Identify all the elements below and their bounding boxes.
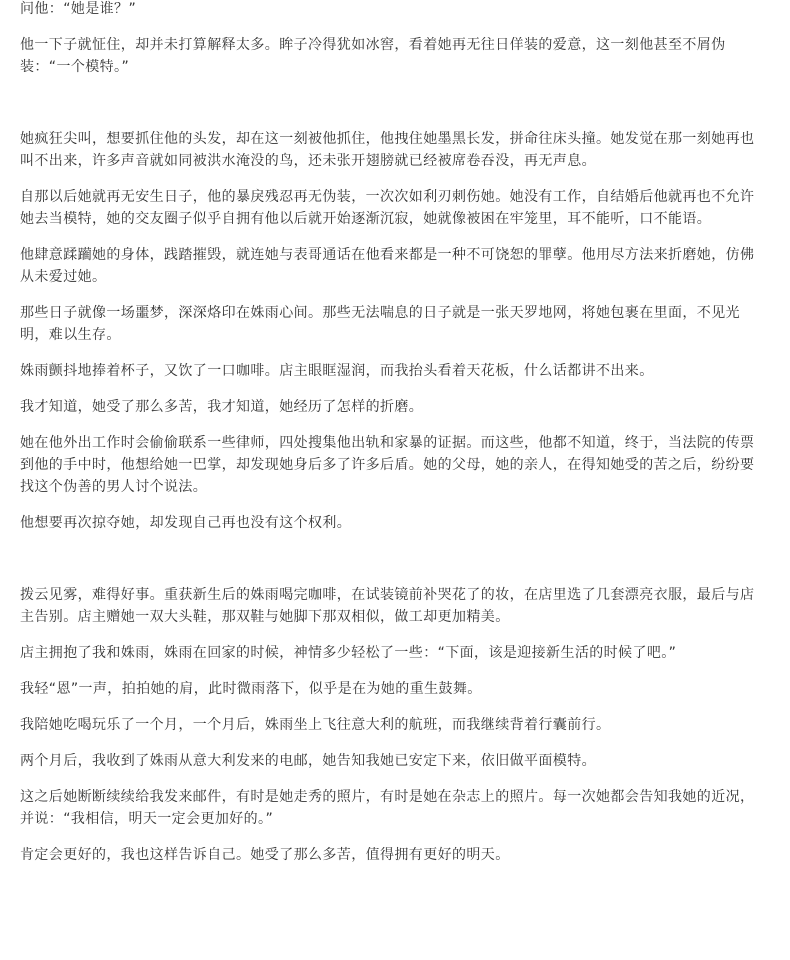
- paragraph: 拨云见雾，难得好事。重获新生后的姝雨喝完咖啡，在试装镜前补哭花了的妆，在店里选了几套漂亮衣服，最后与店主告别。店主赠她一双大头鞋，那双鞋与她脚下那双相似，做工却更加精美。: [20, 587, 755, 625]
- paragraph: 姝雨颤抖地捧着杯子，又饮了一口咖啡。店主眼眶湿润，而我抬头看着天花板，什么话都讲不出来。: [20, 363, 654, 379]
- article-body: [20, 0, 762, 880]
- paragraph: 她疯狂尖叫，想要抓住他的头发，却在这一刻被他抓住，他拽住她墨黑长发，拼命往床头撞。她发觉在那一刻她再也叫不出来，许多声音就如同被洪水淹没的鸟，还未张开翅膀就已经被席卷吞没，再无声息。: [20, 131, 755, 169]
- paragraph: 两个月后，我收到了姝雨从意大利发来的电邮，她告知我她已安定下来，依旧做平面模特。: [20, 753, 596, 769]
- paragraph: 那些日子就像一场噩梦，深深烙印在姝雨心间。那些无法喘息的日子就是一张天罗地网，将她包裹在里面，不见光明，难以生存。: [20, 305, 740, 343]
- paragraph: 问他：“她是谁？”: [20, 1, 137, 17]
- section-break: [20, 92, 762, 128]
- paragraph: 这之后她断断续续给我发来邮件，有时是她走秀的照片，有时是她在杂志上的照片。每一次她都会告知我她的近况，并说：“我相信，明天一定会更加好的。”: [20, 789, 755, 827]
- paragraph: 我才知道，她受了那么多苦，我才知道，她经历了怎样的折磨。: [20, 399, 424, 415]
- paragraph: 他想要再次掠夺她，却发现自己再也没有这个权利。: [20, 515, 352, 531]
- paragraph: 他肆意蹂躏她的身体，践踏摧毁，就连她与表哥通话在他看来都是一种不可饶恕的罪孽。他用尽方法来折磨她，仿佛从未爱过她。: [20, 247, 755, 285]
- paragraph: 肯定会更好的，我也这样告诉自己。她受了那么多苦，值得拥有更好的明天。: [20, 847, 510, 863]
- paragraph: 自那以后她就再无安生日子，他的暴戾残忍再无伪装，一次次如利刃刺伤她。她没有工作，自结婚后他就再也不允许她去当模特，她的交友圈子似乎自拥有他以后就开始逐渐沉寂，她就像被困在牢笼里，耳不能听，口不能语。: [20, 189, 755, 227]
- paragraph: 我陪她吃喝玩乐了一个月，一个月后，姝雨坐上飞往意大利的航班，而我继续背着行囊前行。: [20, 717, 611, 733]
- section-break: [20, 548, 762, 584]
- paragraph: 他一下子就怔住，却并未打算解释太多。眸子冷得犹如冰窖，看着她再无往日佯装的爱意，这一刻他甚至不屑伪装：“一个模特。”: [20, 37, 726, 75]
- paragraph: 她在他外出工作时会偷偷联系一些律师，四处搜集他出轨和家暴的证据。而这些，他都不知道，终于，当法院的传票到他的手中时，他想给她一巴掌，却发现她身后多了许多后盾。她的父母，她的亲人，在得知她受的苦之后，纷纷要找这个伪善的男人讨个说法。: [20, 435, 755, 495]
- paragraph: 我轻“恩”一声，拍拍她的肩，此时微雨落下，似乎是在为她的重生鼓舞。: [20, 681, 482, 697]
- paragraph: 店主拥抱了我和姝雨，姝雨在回家的时候，神情多少轻松了一些：“下面，该是迎接新生活的时候了吧。”: [20, 645, 677, 661]
